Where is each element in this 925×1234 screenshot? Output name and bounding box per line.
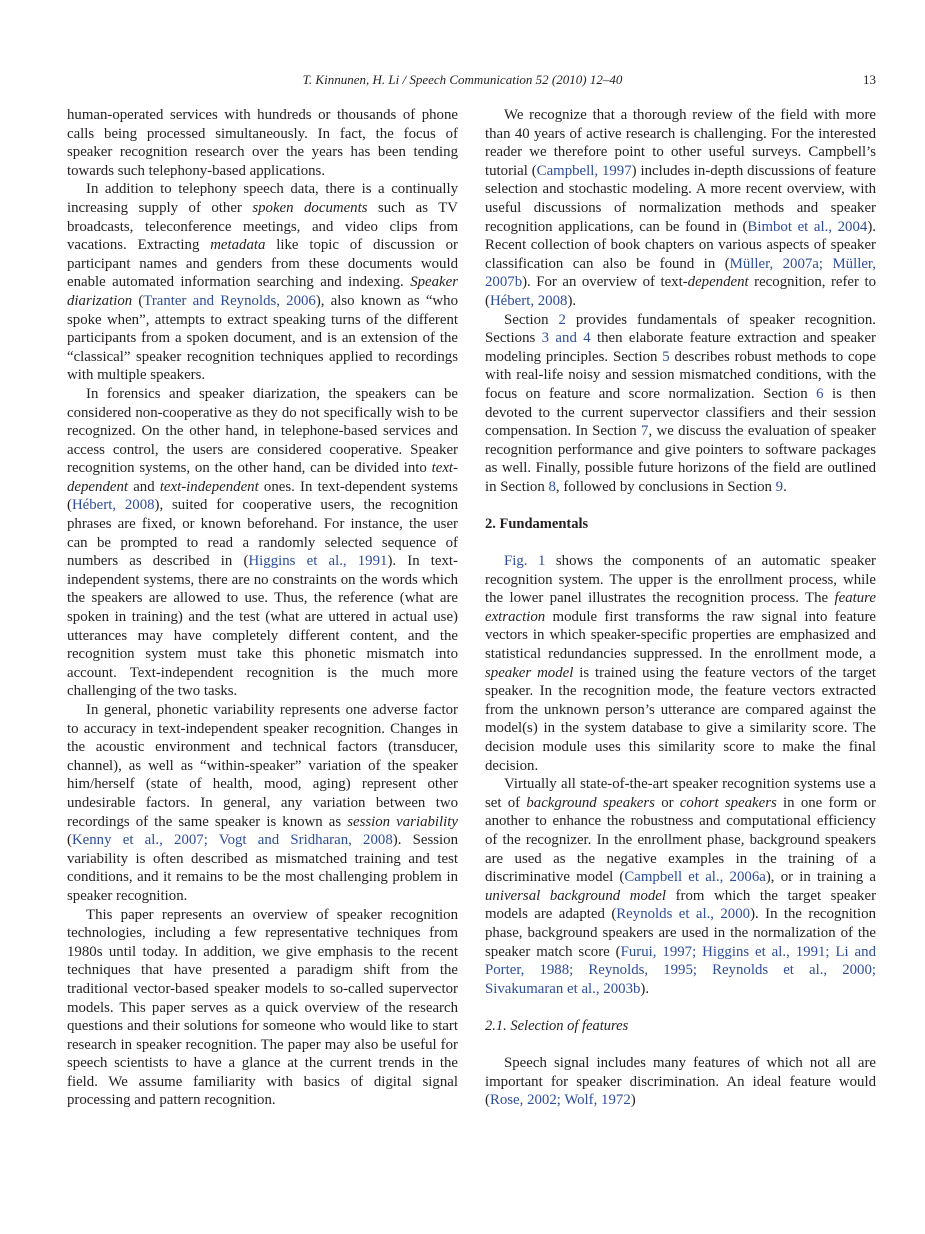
citation-link[interactable]: Campbell et al., 2006a bbox=[624, 869, 766, 886]
text: provides fundamentals of speaker recognition. Sections bbox=[485, 311, 876, 347]
emphasis: universal background model bbox=[485, 887, 667, 904]
emphasis: feature extraction bbox=[485, 590, 876, 625]
text: ( bbox=[132, 292, 144, 309]
text: ). Recent collection of book chapters on various aspects of speaker classification can also be found in ( bbox=[485, 218, 876, 272]
emphasis: cohort speakers bbox=[679, 794, 777, 811]
text: is then devoted to the current supervector classifiers and their session compensation. In Section bbox=[485, 385, 877, 440]
paragraph bbox=[485, 552, 876, 775]
text: , followed by conclusions in Section bbox=[555, 478, 776, 495]
emphasis: text-dependent bbox=[67, 460, 458, 495]
page-header bbox=[0, 72, 925, 92]
text: In addition to telephony speech data, there is a continually increasing supply of other bbox=[67, 181, 458, 216]
page-number: 13 bbox=[863, 72, 876, 87]
section-link[interactable]: 5 bbox=[662, 348, 670, 365]
emphasis: speaker model bbox=[485, 664, 574, 681]
citation-link[interactable]: Hébert, 2008 bbox=[71, 497, 155, 514]
text: like topic of discussion or participant names and genders from these documents would enable automated information searching and indexing. bbox=[67, 237, 458, 291]
citation-link[interactable]: Kenny et al., 2007; Vogt and Sridharan, 2008 bbox=[71, 832, 393, 849]
emphasis: text-independent bbox=[159, 478, 259, 495]
text: ) includes in-depth discussions of feature selection and stochastic modeling. A more recent overview, with useful discussions of normalization methods and speaker recognition applications, can be found in ( bbox=[485, 162, 877, 235]
text: ). In text-independent systems, there are no constraints on the words which the speakers are allowed to use. Thus, the reference (what are spoken in training) and the test (what are uttered in actual use) utterances may have completely different content, and the recognition system must take this phonetic mismatch into account. Text-independent recognition is the much more challenging of the two tasks. bbox=[67, 553, 458, 700]
text: such as TV broadcasts, teleconference meetings, and video clips from vacations. Extracting bbox=[67, 199, 458, 254]
emphasis: spoken documents bbox=[252, 199, 368, 216]
paragraph bbox=[67, 106, 458, 180]
text: ), or in training a bbox=[765, 869, 876, 886]
text: Virtually all state-of-the-art speaker recognition systems use a set of bbox=[485, 776, 876, 811]
emphasis: metadata bbox=[210, 237, 266, 254]
text: In forensics and speaker diarization, the speakers can be considered non-cooperative as they do not specifically wish to be recognized. On the other hand, in telephone-based services and access control, the users are considered cooperative. Speaker recognition systems, on the other hand, can be divided into bbox=[67, 385, 458, 477]
text: This paper represents an overview of speaker recognition technologies, including a few representative techniques from 1980s until today. In addition, we give emphasis to the recent techniques that have presented a paradigm shift from the traditional vector-based speaker models to so-called supervector models. This paper serves as a quick overview of the research questions and their solutions for someone who would like to start research in speaker recognition. The paper may also be useful for speech scientists to have a glance at the current trends in the field. We assume familiarity with basics of digital signal processing and pattern recognition. bbox=[67, 906, 458, 1109]
section-link[interactable]: 2 bbox=[558, 311, 566, 328]
right-column bbox=[485, 106, 876, 1110]
text: ). For an overview of text- bbox=[522, 274, 688, 291]
text: ), suited for cooperative users, the recognition phrases are fixed, or known beforehand. For instance, the user can be prompted to read a randomly selected sequence of numbers as described in ( bbox=[67, 497, 458, 570]
text: ) bbox=[630, 1092, 636, 1109]
text: is trained using the feature vectors of the target speaker. In the recognition mode, the feature vectors extracted from the unknown person’s utterance are compared against the model(s) in the system database to give a similarity score. The decision module uses this similarity score to make the final decision. bbox=[485, 664, 876, 774]
text: and bbox=[128, 478, 160, 495]
emphasis: Speaker diarization bbox=[67, 274, 458, 309]
running-head: T. Kinnunen, H. Li / Speech Communication 52 (2010) 12–40 bbox=[302, 72, 623, 87]
text: then elaborate feature extraction and speaker modeling principles. Section bbox=[485, 330, 876, 365]
figure-link[interactable]: Fig. 1 bbox=[504, 553, 546, 570]
paragraph bbox=[485, 1054, 876, 1110]
citation-link[interactable]: Higgins et al., 1991 bbox=[248, 553, 388, 570]
text: Speech signal includes many features of which not all are important for speaker discrimination. An ideal feature would ( bbox=[485, 1054, 876, 1109]
paragraph bbox=[67, 701, 458, 906]
section-link[interactable]: 3 and 4 bbox=[541, 330, 591, 347]
text: . bbox=[783, 478, 787, 495]
citation-link[interactable]: Rose, 2002; Wolf, 1972 bbox=[489, 1092, 631, 1109]
section-link[interactable]: 6 bbox=[816, 385, 824, 402]
text: recognition, refer to ( bbox=[485, 274, 876, 309]
citation-link[interactable]: Müller, 2007a; Müller, 2007b bbox=[485, 255, 876, 291]
text: ). bbox=[640, 980, 650, 997]
section-link[interactable]: 9 bbox=[775, 478, 784, 495]
subsection-heading: 2.1. Selection of features bbox=[485, 1018, 629, 1035]
left-column bbox=[67, 106, 458, 1110]
paragraph bbox=[485, 106, 876, 311]
citation-link[interactable]: Hébert, 2008 bbox=[489, 292, 568, 309]
text: ). In the recognition phase, background speakers are used in the normalization of the speaker match score ( bbox=[485, 906, 877, 960]
citation-link[interactable]: Tranter and Reynolds, 2006 bbox=[143, 292, 316, 309]
text: , we discuss the evaluation of speaker recognition performance and give pointers to software packages as well. Finally, possible future horizons of the field are outlined in Section bbox=[485, 423, 877, 495]
text: ( bbox=[67, 832, 72, 849]
citation-link[interactable]: Bimbot et al., 2004 bbox=[747, 218, 868, 235]
text: ). bbox=[567, 292, 577, 309]
text: describes robust methods to cope with real-life noisy and session mismatched conditions, with the focus on feature and score normalization. Section bbox=[485, 348, 876, 402]
emphasis: session variability bbox=[347, 813, 458, 830]
text: from which the target speaker models are adapted ( bbox=[485, 887, 877, 923]
paragraph bbox=[485, 311, 876, 497]
text: Section bbox=[504, 311, 559, 328]
emphasis: background speakers bbox=[526, 794, 655, 811]
text: shows the components of an automatic speaker recognition system. The upper is the enrollment process, while the lower panel illustrates the recognition process. The bbox=[485, 553, 876, 607]
paragraph bbox=[67, 385, 458, 701]
paragraph bbox=[67, 180, 458, 385]
emphasis: dependent bbox=[687, 274, 749, 291]
text: ). Session variability is often described as mismatched training and test conditions, and it remains to be the most challenging problem in speaker recognition. bbox=[67, 832, 458, 904]
section-heading: 2. Fundamentals bbox=[485, 516, 589, 533]
paragraph bbox=[67, 906, 458, 1111]
text: in one form or another to enhance the robustness and computational efficiency of the recognizer. In the enrollment phase, background speakers are used as the negative examples in the training of a discriminative model ( bbox=[485, 794, 877, 886]
text: or bbox=[654, 794, 680, 811]
citation-link[interactable]: Campbell, 1997 bbox=[536, 162, 632, 179]
text: We recognize that a thorough review of the field with more than 40 years of active research is challenging. For the interested reader we therefore point to other useful surveys. Campbell’s tutorial ( bbox=[485, 107, 876, 179]
citation-link[interactable]: Reynolds et al., 2000 bbox=[616, 906, 751, 923]
text: human-operated services with hundreds or thousands of phone calls being processed simultaneously. In fact, the focus of speaker recognition research over the years has been tending towards such telephony-based applications. bbox=[67, 107, 458, 179]
text: module first transforms the raw signal into feature vectors in which speaker-specific properties are emphasized and statistical redundancies suppressed. In the enrollment mode, a bbox=[485, 608, 876, 663]
citation-link[interactable]: Furui, 1997; Higgins et al., 1991; Li and Porter, 1988; Reynolds, 1995; Reynolds et al., 2000; Sivakumaran et al., 2003b bbox=[485, 943, 876, 997]
section-link[interactable]: 7 bbox=[641, 423, 649, 440]
section-link[interactable]: 8 bbox=[548, 478, 556, 495]
text: In general, phonetic variability represents one adverse factor to accuracy in text-independent speaker recognition. Changes in the acoustic environment and technical factors (transducer, channel), as well as “within-speaker” variation of the speaker him/herself (state of health, mood, aging) represent other undesirable factors. In general, any variation between two recordings of the same speaker is known as bbox=[67, 702, 458, 830]
text: ones. In text-dependent systems ( bbox=[67, 478, 458, 514]
paragraph bbox=[485, 775, 876, 998]
text: ), also known as “who spoke when”, attempts to extract speaking turns of the different participants from a spoken document, and is an extension of the “classical” speaker recognition techniques applied to recordings with multiple speakers. bbox=[67, 292, 458, 384]
